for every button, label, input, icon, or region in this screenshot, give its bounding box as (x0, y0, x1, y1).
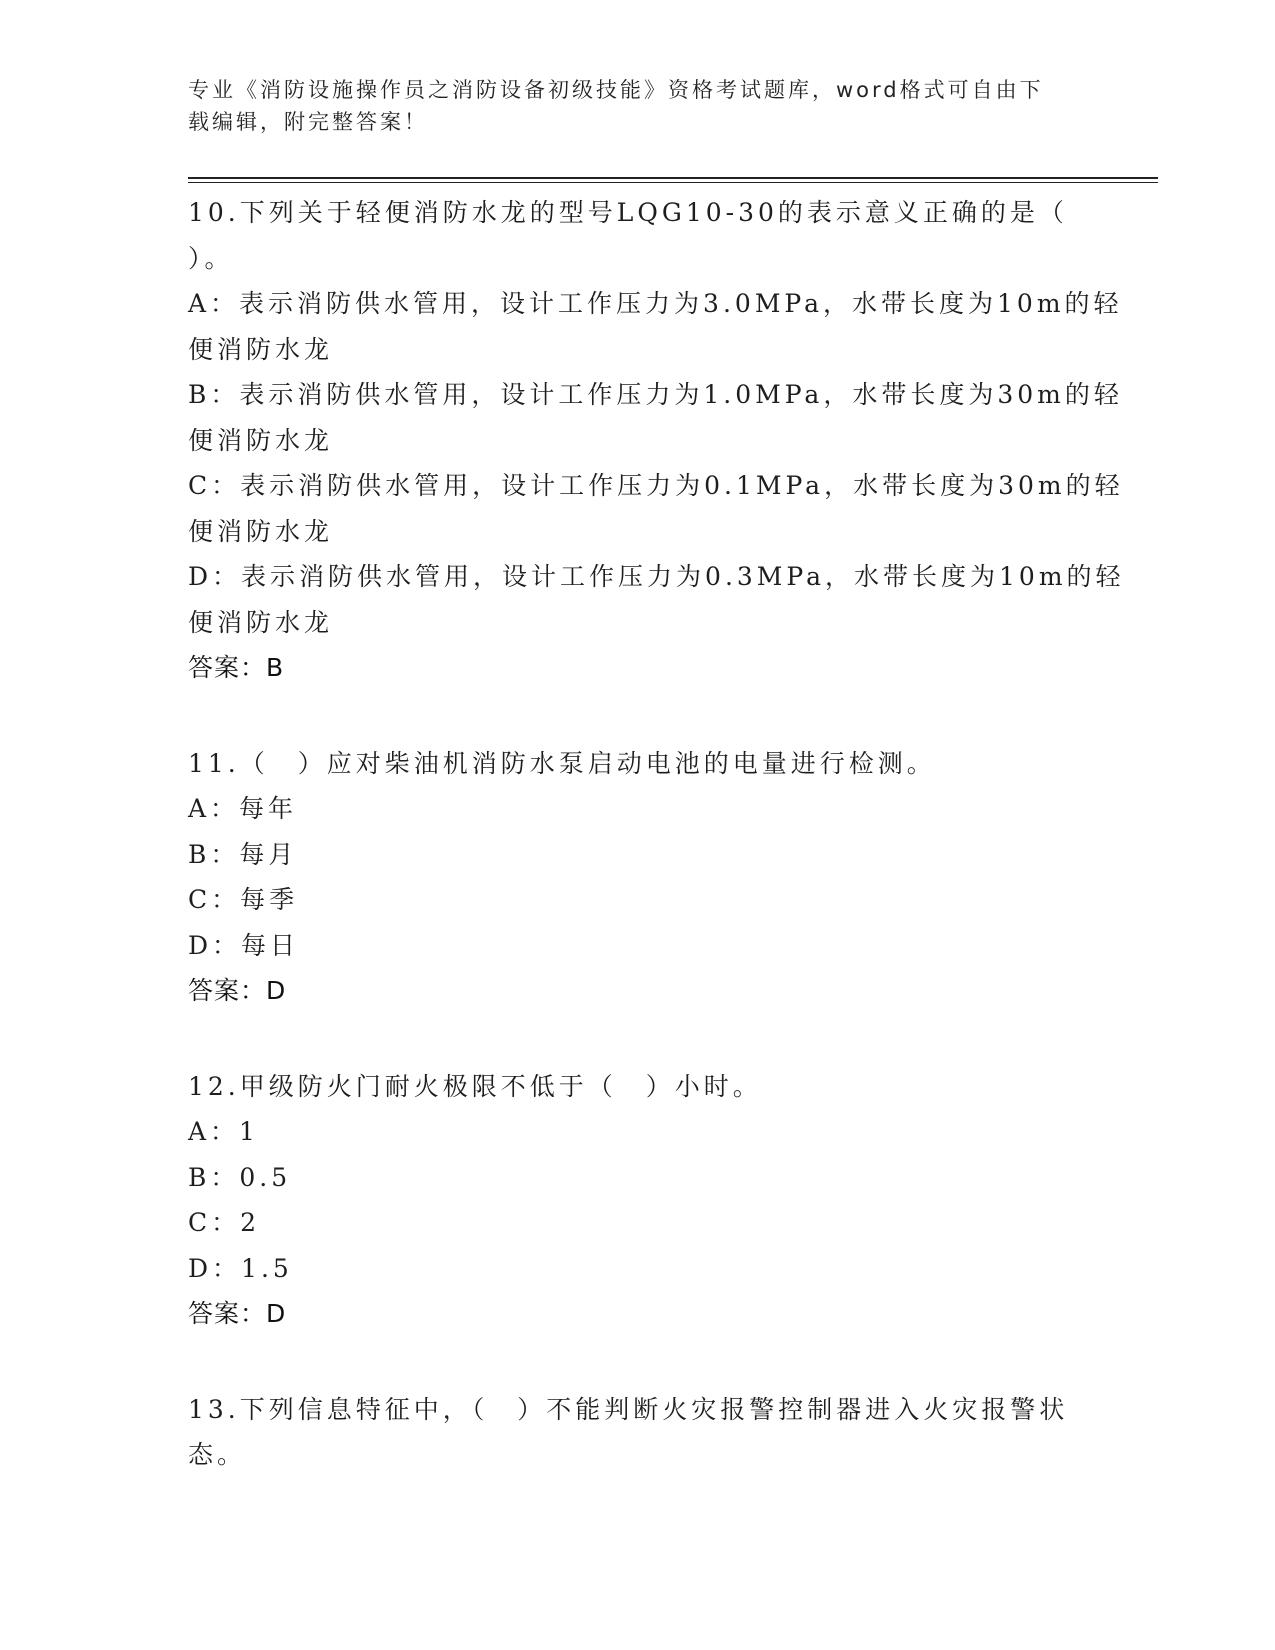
option-a: A：每年 (188, 794, 298, 823)
option-c: C：表示消防供水管用，设计工作压力为0.1MPa，水带长度为30m的轻 (188, 471, 1124, 500)
question-stem: ）。 (188, 243, 234, 273)
option-d: D：表示消防供水管用，设计工作压力为0.3MPa，水带长度为10m的轻 (188, 562, 1125, 591)
header-divider-thin (188, 182, 1158, 183)
option-b: 便消防水龙 (188, 425, 334, 455)
option-b: B：0.5 (188, 1162, 292, 1192)
answer-label: 答案：D (188, 1299, 287, 1328)
question-11 (188, 741, 1088, 1014)
document-header (188, 74, 1068, 138)
question-stem: 11.（ ）应对柴油机消防水泵启动电池的电量进行检测。 (188, 748, 936, 778)
option-d: D：每日 (188, 930, 300, 960)
header-line-2: 载编辑，附完整答案！ (188, 110, 428, 134)
answer-label: 答案：B (188, 653, 285, 682)
option-c: C：2 (188, 1208, 261, 1237)
answer-label: 答案：D (188, 976, 287, 1005)
question-stem: 13.下列信息特征中，（ ）不能判断火灾报警控制器进入火灾报警状 (188, 1394, 1069, 1424)
option-a: A：1 (188, 1117, 259, 1146)
question-13 (188, 1387, 1088, 1478)
question-stem: 10.下列关于轻便消防水龙的型号LQG10-30的表示意义正确的是（ (188, 198, 1068, 227)
question-stem: 12.甲级防火门耐火极限不低于（ ）小时。 (188, 1071, 762, 1101)
header-line-1: 专业《消防设施操作员之消防设备初级技能》资格考试题库，word格式可自由下 (188, 78, 1044, 102)
question-stem: 态。 (188, 1440, 247, 1469)
question-list (188, 190, 1125, 1528)
option-d: D：1.5 (188, 1253, 293, 1283)
option-a: A：表示消防供水管用，设计工作压力为3.0MPa，水带长度为10m的轻 (188, 289, 1123, 318)
question-10 (188, 190, 1125, 691)
option-a: 便消防水龙 (188, 334, 334, 364)
option-c: C：每季 (188, 885, 299, 914)
header-divider-thick (188, 177, 1158, 179)
option-c: 便消防水龙 (188, 516, 334, 546)
option-b: B：表示消防供水管用，设计工作压力为1.0MPa，水带长度为30m的轻 (188, 380, 1123, 409)
option-b: B：每月 (188, 839, 298, 869)
option-d: 便消防水龙 (188, 607, 334, 637)
question-12 (188, 1064, 1088, 1337)
